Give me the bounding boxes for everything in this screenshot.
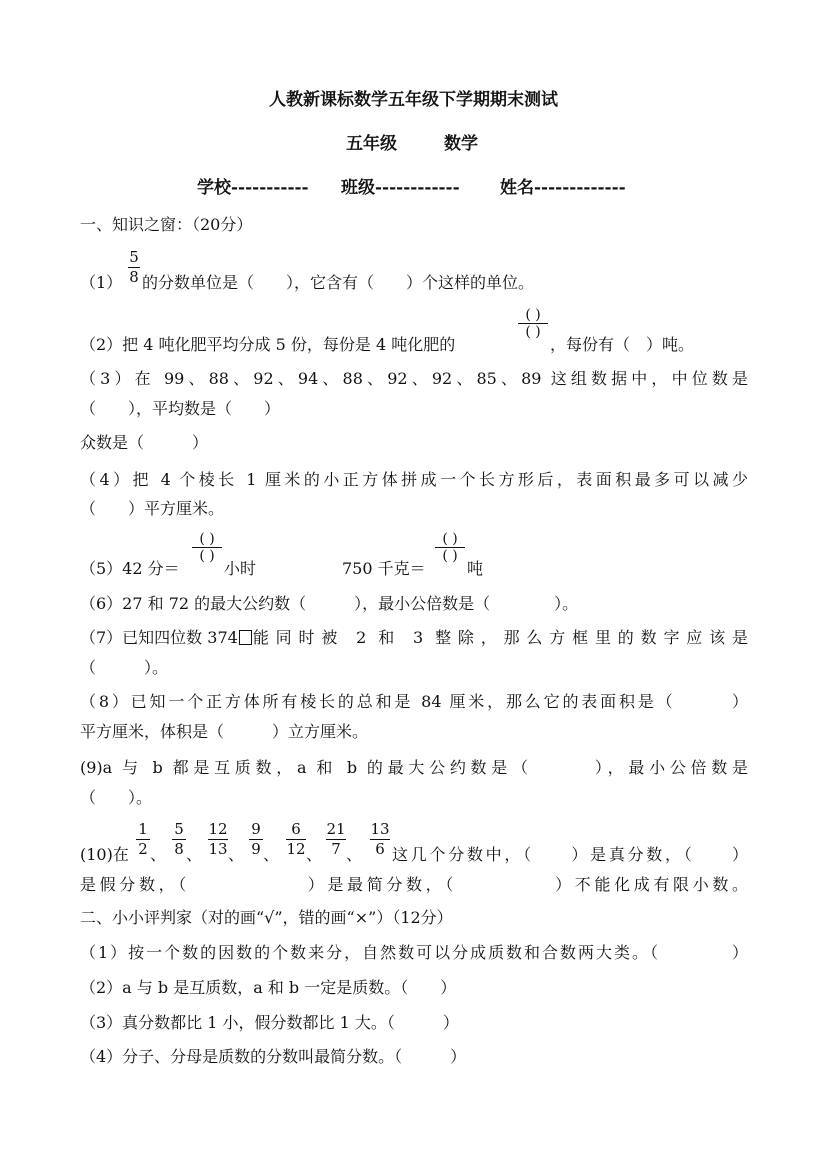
q1-fraction-denominator: 8 [129,268,139,286]
q5-blank1-denominator: ( ) [199,548,215,564]
q10-text-after: 这几个分数中，（ ）是真分数，（ ） [392,845,748,864]
q5-blank2-numerator: ( ) [442,531,458,547]
q5-text-c: 750 千克＝ [342,559,426,578]
exam-title: 人教新课标数学五年级下学期期末测试 [269,90,558,110]
section1-heading: 一、知识之窗：（20分） [80,215,253,234]
q6-text: （6）27 和 72 的最大公约数（ ），最小公倍数是（ ）。 [80,594,579,613]
judge-item-3: （3）真分数都比 1 小，假分数都比 1 大。（ ） [80,1013,459,1032]
q3-line3: 众数是（ ） [80,433,209,452]
fraction-separator: 、 [228,845,245,864]
fraction-separator: 、 [186,845,203,864]
class-field: 班级------------ [341,178,460,198]
fraction-denominator: 6 [375,840,385,858]
q10-fraction [208,822,228,857]
q10-fraction [370,822,390,857]
fraction-numerator: 9 [251,820,261,838]
q5-text-b: 小时 [224,559,257,578]
q2-text-b: ，每份有（ ）吨。 [550,335,695,354]
q9-line2: （ ）。 [80,788,153,807]
q2-blank-numerator: ( ) [525,307,541,323]
q8-line2: 平方厘米，体积是（ ）立方厘米。 [80,722,369,741]
q2-fraction-blank [518,308,548,339]
q1-prefix: （1） [80,273,123,292]
subtitle-subject: 数学 [444,134,478,154]
fraction-numerator: 1 [138,820,148,838]
q10-fraction [249,822,263,857]
judge-item-1: （1）按一个数的因数的个数来分，自然数可以分成质数和合数两大类。（ ） [80,943,748,962]
fraction-separator: 、 [306,845,323,864]
q9-line1: (9)a 与 b 都是互质数，a 和 b 的最大公约数是（ ），最小公倍数是 [80,758,748,777]
judge-item-4: （4）分子、分母是质数的分数叫最简分数。（ ） [80,1047,467,1066]
fraction-numerator: 12 [208,820,228,838]
fraction-denominator: 8 [174,840,184,858]
q1-fraction-numerator: 5 [129,248,139,266]
q10-fraction [286,822,306,857]
fraction-numerator: 13 [370,820,390,838]
q10-fraction [136,822,150,857]
fraction-numerator: 6 [291,820,301,838]
fraction-numerator: 5 [174,820,184,838]
q10-line2: 是假分数，（ ）是最简分数，（ ）不能化成有限小数。 [80,875,748,894]
q5-blank2-denominator: ( ) [442,548,458,564]
q10-fraction [326,822,346,857]
fraction-denominator: 9 [251,840,261,858]
q7-line2: （ ）。 [80,658,169,677]
digit-box [239,630,252,645]
fraction-denominator: 2 [138,840,148,858]
fraction-numerator: 21 [326,820,346,838]
q8-line1: （8）已知一个正方体所有棱长的总和是 84 厘米，那么它的表面积是（ ） [80,692,748,711]
fraction-separator: 、 [263,845,280,864]
q2-blank-denominator: ( ) [525,324,541,340]
q5-blank1-numerator: ( ) [199,531,215,547]
q5-fraction-blank-2 [435,532,465,563]
q4-line2: （ ）平方厘米。 [80,499,225,518]
school-field: 学校----------- [197,178,309,198]
q5-text-a: （5）42 分＝ [80,559,180,578]
fraction-separator: 、 [150,845,167,864]
name-field: 姓名------------- [500,178,626,198]
q5-fraction-blank-1 [192,532,222,563]
fraction-denominator: 7 [331,840,341,858]
q7-line1 [80,630,748,646]
q3-line1: （3）在 99、88、92、94、88、92、92、85、89 这组数据中，中位数是 [80,369,748,388]
q10-fraction [172,822,186,857]
subtitle-grade: 五年级 [346,134,397,154]
q4-line1: （4）把 4 个棱长 1 厘米的小正方体拼成一个长方形后，表面积最多可以减少 [80,470,748,489]
q1-fraction [128,250,140,285]
q3-line2: （ ），平均数是（ ） [80,399,281,418]
fraction-denominator: 13 [208,840,228,858]
fraction-separator: 、 [346,845,363,864]
judge-item-2: （2）a 与 b 是互质数，a 和 b 一定是质数。（ ） [80,978,457,997]
q10-prefix: (10)在 [80,845,129,864]
q1-text: 的分数单位是（ ），它含有（ ）个这样的单位。 [142,273,535,292]
q7-line1-a: （7）已知四位数 374 [80,628,238,647]
section2-heading: 二、小小评判家（对的画“√”，错的画“×”）（12分） [80,908,453,927]
q2-text-a: （2）把 4 吨化肥平均分成 5 份，每份是 4 吨化肥的 [80,335,456,354]
q5-text-d: 吨 [467,559,484,578]
fraction-denominator: 12 [286,840,306,858]
q7-line1-b: 能同时被 2 和 3 整除，那么方框里的数字应该是 [252,628,748,647]
